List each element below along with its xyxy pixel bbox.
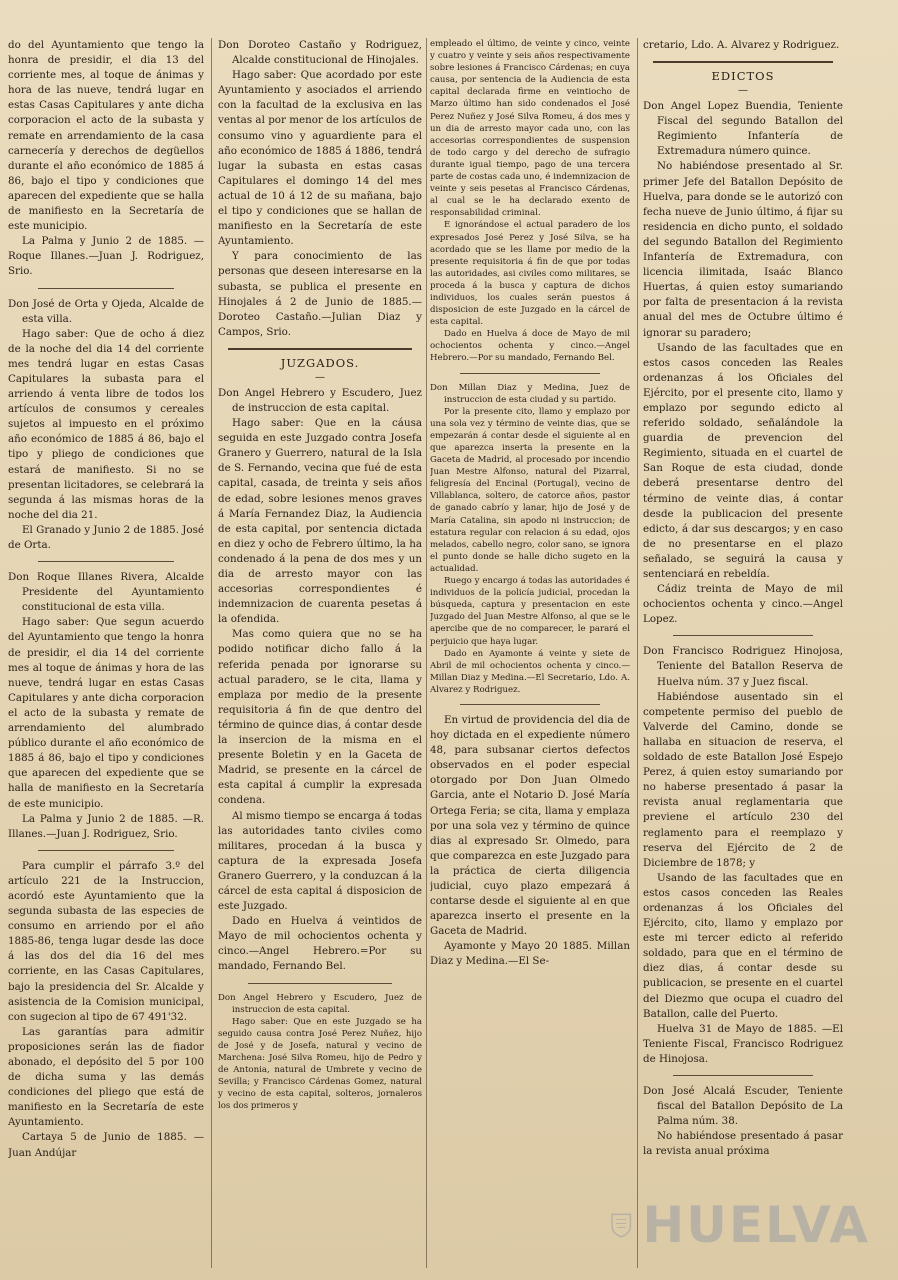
section-title-edictos: EDICTOS [711,69,775,84]
separator [248,983,392,984]
notice-body: Al mismo tiempo se encarga á todas las autoridades tanto civiles como militares, procedan á la busca y captura de la expresada Josefa Granero Guerrero, y la conduzcan á la cárcel de esta capital á disposicion de este Juzgado. [218,809,422,913]
notice-body: Habiéndose ausentado sin el competente permiso del pueblo de Valverde del Camino, donde se hallaba en situacion de reserva, el soldado de este Batallon José Espejo Perez, á quien estoy sumariando por no haberse presentado á pasar la revista anual reglamentaria que previene el artículo 230 del reglamento para el reemplazo y reserva del Ejército de 2 de Diciembre de 1878; y [643,690,843,869]
notice-signature: cretario, Ldo. A. Alvarez y Rodriguez. [643,39,840,51]
column-3 [430,38,630,1276]
column-2 [218,38,422,1276]
watermark-text: HUELVA [642,1196,870,1254]
notice-body: Y para conocimiento de las personas que deseen interesarse en la subasta, se publica el presente en Hinojales á 2 de Junio de 1885.—Doroteo Castaño.—Julian Diaz y Campos, Srio. [218,250,422,338]
notice-header: Don José Alcalá Escuder, Teniente fiscal del Batallon Depósito de La Palma núm. 38. [643,1085,843,1128]
notice-body: Hago saber: Que en este Juzgado se ha seguido causa contra José Perez Nuñez, hijo de José y de Josefa, natural y vecino de Marchena: José Silva Romeu, hijo de Pedro y de Antonia, natural de Umbrete y vecino de Sevilla; y Francisco Cárdenas Gomez, natural y vecino de esta capital, solteros, jornaleros los dos primeros y [218,1016,422,1112]
separator [38,561,174,562]
notice-orta [8,297,204,554]
notice-body: Usando de las facultades que en estos casos conceden las Reales ordenanzas á los Oficiales del Ejército, cito, llamo y emplazo por este mi tercer edicto al referido soldado, para que en el término de diez dias, á contar desde su publicacion, se presente en el cuartel del Diezmo que ocupa el cuadro del Batallon, calle del Puerto. [643,871,843,1020]
notice-signature: Dado en Ayamonte á veinte y siete de Abril de mil ochocientos ochenta y cinco.—Millan Diaz y Medina.—El Secretario, Ldo. A. Alvarez y Rodriguez. [430,648,630,695]
notice-signature: Dado en Huelva á doce de Mayo de mil ochocientos ochenta y cinco.—Angel Hebrero.—Por su mandado, Fernando Bel. [430,329,630,364]
notice-body: Usando de las facultades que en estos casos conceden las Reales ordenanzas á los Oficiales del Ejército, por el presente cito, llamo y emplazo por segundo edicto al referido soldado, señalándole la guardia de prevencion del Regimiento, situada en el cuartel de San Roque de esta ciudad, donde deberá presentarse dentro del término de veinte dias, á contar desde la publicacion del presente edicto, á dar sus descargos; y en caso de no presentarse en el plazo señalado, se seguirá la causa y sentenciará en rebeldía. [643,341,843,580]
separator [38,850,174,851]
section-title-juzgados: JUZGADOS. [280,355,360,370]
notice-castano [218,38,422,340]
notice-cartaya [8,859,204,1161]
notice-header: Don Roque Illanes Rivera, Alcalde Presidente del Ayuntamiento constitucional de esta villa. [8,571,204,614]
notice-continuation [8,38,204,280]
notice-body: empleado el último, de veinte y cinco, veinte y cuatro y veinte y seis años respectivamente sobre lesiones á Francisco Cárdenas; en cuya causa, por sentencia de la Audiencia de esta capital declarada firme en veintiocho de Marzo último han sido condenados el José Perez Nuñez y José Silva Romeu, á dos mes y un dia de arresto mayor cada uno, con las accesorias correspondientes de suspension de todo cargo y del derecho de sufragio durante igual tiempo, pago de una tercera parte de costas cada uno, é indemnizacion de veinte y seis pesetas al Francisco Cárdenas, al cual se le ha declarado exento de responsabilidad criminal. [430,39,630,219]
notice-signature: Huelva 31 de Mayo de 1885. —El Teniente Fiscal, Francisco Rodriguez de Hinojosa. [643,1022,843,1065]
notice-hebrero-1 [218,386,422,975]
notice-signature: Cartaya 5 de Junio de 1885. —Juan Andújar [8,1131,204,1159]
notice-body: Hago saber: Que de ocho á diez de la noche del dia 14 del corriente mes tendrá lugar en estas Casas Capitulares la subasta para el arriendo á venta libre de todos los artículos de consumos y cereales sujetos al impuesto en el próximo año económico de 1885 á 86, bajo el tipo y pliego de condiciones que estará de manifiesto. Si no se presentan licitadores, se celebrará la segunda á las mismas horas de la noche del dia 21. [8,327,204,521]
notice-body: Para cumplir el párrafo 3.º del artículo 221 de la Instruccion, acordó este Ayuntamiento que la segunda subasta de las especies de consumo en arriendo por el año 1885-86, tenga lugar desde las doce á las dos del dia 16 del mes corriente, en las Casas Capitulares, bajo la presidencia del Sr. Alcalde y asistencia de la Comision municipal, con sugecion al tipo de 67 491'32. [8,859,204,1023]
notice-signature: Dado en Huelva á veintidos de Mayo de mil ochocientos ochenta y cinco.—Angel Hebrero.=Por su mandado, Fernando Bel. [218,915,422,973]
notice-body: Las garantías para admitir proposiciones serán las de fiador abonado, el depósito del 5 por 100 de dicha suma y las demás condiciones del pliego que está de manifiesto en la Secretaría de este Ayuntamiento. [8,1025,204,1129]
separator [673,1075,813,1076]
column-1 [8,38,204,1276]
notice-body: Ruego y encargo á todas las autoridades é individuos de la policía judicial, procedan la búsqueda, captura y presentacion en este Juzgado del Juan Mestre Alfonso, al que se le apercibe que de no comparecer, le parará el perjuicio que haya lugar. [430,576,630,647]
notice-illanes [8,570,204,842]
notice-body: Por la presente cito, llamo y emplazo por una sola vez y término de veinte dias, que se empezarán á contar desde el siguiente al en que aparezca inserta la presente en la Gaceta de Madrid, al procesado por incendio Juan Mestre Alfonso, natural del Pizarral, feligresía del Encinal (Portugal), vecino de Villablanca, soltero, de catorce años, pastor de ganado cabrío y lanar, hijo de José y de María Catalina, sin apodo ni instruccion; de estatura regular con relacion á su edad, ojos melados, cabello negro, color sano, se ignora el punto donde se halle dicho sugeto en la actualidad. [430,406,630,574]
notice-hinojosa [643,644,843,1067]
notice-body: No habiéndose presentado á pasar la revista anual próxima [643,1130,843,1158]
notice-body: do del Ayuntamiento que tengo la honra de presidir, el dia 13 del corriente mes, al toque de ánimas y hora de las nueve, tendrá lugar en estas Casas Capitulares y ante dicha corporacion el acto de la subasta y remate en arrendamiento de la casa carnecería y derechos de degüellos durante el año económico de 1885 á 86, bajo el tipo y condiciones que aparecen del expediente que se halla de manifiesto en la Secretaría de este municipio. [8,39,204,233]
separator [228,348,412,350]
notice-signature: La Palma y Junio 2 de 1885. —Roque Illanes.—Juan J. Rodriguez, Srio. [8,235,204,278]
separator [460,704,600,705]
notice-hebrero-2 [218,992,422,1113]
notice-header: Don Angel Hebrero y Escudero, Juez de instruccion de esta capital. [218,386,422,414]
notice-lopez [643,99,843,627]
column-rule [637,38,638,1268]
separator [460,373,600,374]
notice-body: En virtud de providencia del dia de hoy dictada en el expediente número 48, para subsanar ciertos defectos observados en el poder especial otorgado por Don Juan Olmedo Garcia, ante el Notario D. José María Ortega Feria; se cita, llama y emplaza por una sola vez y término de quince dias al expresado Sr. Olmedo, para que comparezca en este Juzgado para la práctica de cierta diligencia judicial, cuyo plazo empezará á contarse desde el siguiente al en que aparezca inserto el presente en la Gaceta de Madrid. [430,713,630,938]
notice-body: Mas como quiera que no se ha podido notificar dicho fallo á la referida penada por ignorarse su actual paradero, se le cita, llama y emplaza por medio de la presente requisitoria á fin de que dentro del término de quince dias, á contar desde la insercion de la misma en el presente Boletin y en la Gaceta de Madrid, se presente en la cárcel de esta capital á cumplir la expresada condena. [218,628,422,807]
notice-signature: El Granado y Junio 2 de 1885. José de Orta. [8,523,204,551]
notice-body: Hago saber: Que segun acuerdo del Ayuntamiento que tengo la honra de presidir, el dia 14 del corriente mes al toque de ánimas y hora de las nueve, tendrá lugar en estas Casas Capitulares y ante dicha corporacion el acto de la subasta y remate de arrendamiento del alumbrado público durante el año económico de 1885 á 86, bajo el tipo y condiciones que aparecen del expediente que se halla de manifiesto en la Secretaría de este municipio. [8,616,204,810]
column-rule [211,38,212,1268]
notice-signature: Ayamonte y Mayo 20 1885. Millan Diaz y Medina.—El Se- [430,940,630,968]
notice-header: Don Millan Diaz y Medina, Juez de instruccion de esta ciudad y su partido. [430,382,630,405]
notice-body: E ignorándose el actual paradero de los expresados José Perez y José Silva, se ha acordado que se les llame por medio de la presente requisitoria á fin de que por todas las autoridades, asi civiles como militares, se proceda á la busca y captura de dichos individuos, los cuales serán puestos á disposicion de este Juzgado en la cárcel de esta capital. [430,220,630,328]
notice-header: Don Doroteo Castaño y Rodriguez, Alcalde constitucional de Hinojales. [218,39,422,67]
notice-escuder [643,1084,843,1159]
separator [673,635,813,636]
notice-header: Don Angel Hebrero y Escudero, Juez de instruccion de esta capital. [218,992,422,1015]
notice-hebrero-2-continued [430,38,630,365]
separator [38,288,174,289]
title-dash: — [738,85,748,97]
title-dash: — [315,371,325,383]
notice-header: Don Francisco Rodriguez Hinojosa, Teniente del Batallon Reserva de Huelva núm. 37 y Juez fiscal. [643,645,843,688]
notice-header: Don José de Orta y Ojeda, Alcalde de esta villa. [8,297,204,325]
notice-header: Don Angel Lopez Buendia, Teniente Fiscal del segundo Batallon del Regimiento Infantería de Extremadura número quince. [643,100,843,158]
notice-body: Hago saber: Que acordado por este Ayuntamiento y asociados el arriendo con la facultad de la exclusiva en las ventas al por menor de los artículos de consumo vino y aguardiente para el año económico de 1885 á 1886, tendrá lugar la subasta en estas casas Capitulares el domingo 14 del mes actual de 10 á 12 de su mañana, bajo el tipo y condiciones que se hallan de manifiesto en la Secretaría de este Ayuntamiento. [218,69,422,248]
huelva-watermark [610,1190,870,1260]
notice-signature: La Palma y Junio 2 de 1885. —R. Illanes.—Juan J. Rodriguez, Srio. [8,812,204,840]
column-rule [426,38,427,1268]
notice-virtud [430,713,630,970]
notice-signature: Cádiz treinta de Mayo de mil ochocientos ochenta y cinco.—Angel Lopez. [643,583,843,626]
notice-body: No habiéndose presentado al Sr. primer Jefe del Batallon Depósito de Huelva, para donde se le autorizó con fecha nueve de Junio último, á fijar su residencia en dicho punto, el soldado del segundo Batallon del Regimiento Infantería de Extremadura, con licencia ilimitada, Isaác Blanco Huertas, á quien estoy sumariando por falta de presentacion á la revista anual del mes de Octubre último é ignorar su paradero; [643,160,843,339]
notice-millan-continued [643,38,843,53]
separator [653,61,833,63]
notice-millan [430,382,630,696]
crest-icon [610,1200,632,1250]
notice-body: Hago saber: Que en la cáusa seguida en este Juzgado contra Josefa Granero y Guerrero, natural de la Isla de S. Fernando, vecina que fué de esta capital, casada, de treinta y seis años de edad, sobre lesiones menos graves á María Fernandez Diaz, la Audiencia de esta capital, por sentencia dictada en diez y ocho de Febrero último, la ha condenado á la pena de dos mes y un dia de arresto mayor con las accesorias correspondientes é indemnizacion de cuarenta pesetas á la ofendida. [218,417,422,626]
column-4 [643,38,843,1276]
